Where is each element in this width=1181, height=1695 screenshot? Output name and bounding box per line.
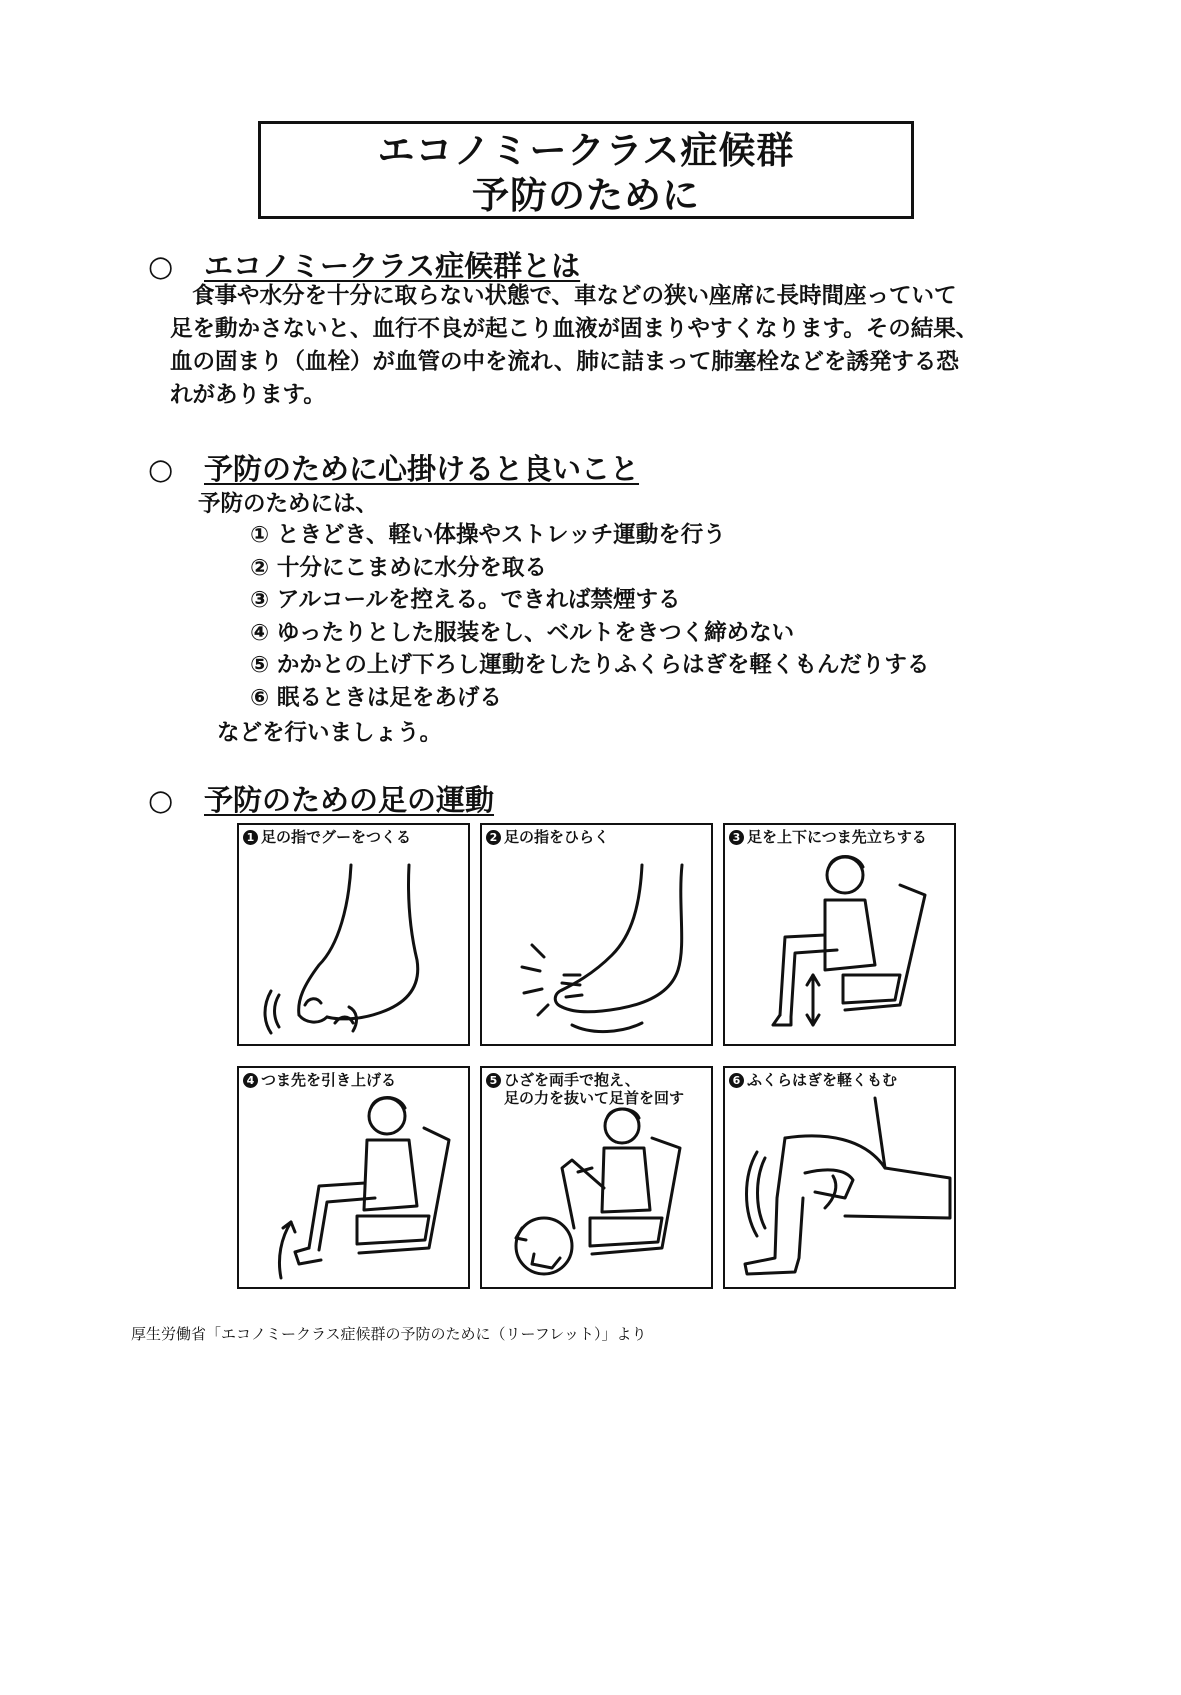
panel-number: 3 xyxy=(729,830,744,845)
section3-heading xyxy=(148,778,494,819)
section1-heading-text: エコノミークラス症候群とは xyxy=(204,249,581,283)
prevention-list xyxy=(250,519,929,714)
panel-caption xyxy=(486,1071,684,1107)
section3-heading-text: 予防のための足の運動 xyxy=(204,783,495,817)
section2-heading xyxy=(148,447,639,488)
title-box xyxy=(258,121,914,219)
section1-line-4: れがあります。 xyxy=(170,382,326,408)
exercise-panel-6 xyxy=(723,1066,956,1289)
foot-curl-toes-icon xyxy=(239,825,470,1046)
foot-spread-toes-icon xyxy=(482,825,713,1046)
panel-number: 6 xyxy=(729,1073,744,1088)
section2-intro: 予防のためには、 xyxy=(198,491,379,517)
panel-number: 2 xyxy=(486,830,501,845)
section1-paragraph xyxy=(170,280,1050,412)
exercise-panel-4 xyxy=(237,1066,470,1289)
section1-line-3: 血の固まり（血栓）が血管の中を流れ、肺に詰まって肺塞栓などを誘発する恐 xyxy=(170,349,959,375)
list-item: ④ ゆったりとした服装をし、ベルトをきつく締めない xyxy=(250,619,795,646)
section1-heading xyxy=(148,244,580,285)
exercise-panel-5 xyxy=(480,1066,713,1289)
section3-marker: ○ xyxy=(148,783,174,817)
seated-toe-raise-icon xyxy=(239,1068,470,1289)
section1-line-2: 足を動かさないと、血行不良が起こり血液が固まりやすくなります。その結果、 xyxy=(170,316,979,342)
panel-number: 5 xyxy=(486,1073,501,1088)
source-credit: 厚生労働省「エコノミークラス症候群の予防のために（リーフレット）」より xyxy=(131,1325,647,1343)
list-item: ⑤ かかとの上げ下ろし運動をしたりふくらはぎを軽くもんだりする xyxy=(250,652,930,678)
panel-caption-text: 足を上下につま先立ちする xyxy=(747,828,927,846)
seated-tiptoe-icon xyxy=(725,825,956,1046)
list-item: ① ときどき、軽い体操やストレッチ運動を行う xyxy=(250,522,726,548)
panel-caption xyxy=(729,828,927,846)
section1-line-1: 食事や水分を十分に取らない状態で、車などの狭い座席に長時間座っていて xyxy=(192,283,957,309)
exercise-panel-2 xyxy=(480,823,713,1046)
panel-number: 1 xyxy=(243,830,258,845)
panel-number: 4 xyxy=(243,1073,258,1088)
calf-massage-icon xyxy=(725,1068,956,1289)
list-item: ⑥ 眠るときは足をあげる xyxy=(250,684,502,711)
exercise-panel-3 xyxy=(723,823,956,1046)
panel-caption xyxy=(243,1071,396,1089)
exercise-panel-1 xyxy=(237,823,470,1046)
list-item: ③ アルコールを控える。できれば禁煙する xyxy=(250,587,681,613)
panel-caption xyxy=(729,1071,897,1089)
exercise-grid xyxy=(237,823,956,1291)
panel-caption xyxy=(243,828,411,846)
panel-caption-text: 足の指でグーをつくる xyxy=(261,828,412,846)
panel-caption-text: ふくらはぎを軽くもむ xyxy=(747,1071,898,1089)
title-line-1: エコノミークラス症候群 xyxy=(377,129,795,172)
panel-caption xyxy=(486,828,609,846)
section1-marker: ○ xyxy=(148,249,174,283)
list-item: ② 十分にこまめに水分を取る xyxy=(250,554,547,581)
panel-caption-text: ひざを両手で抱え、 xyxy=(504,1071,640,1089)
panel-caption-text: つま先を引き上げる xyxy=(261,1071,397,1089)
section2-outro: などを行いましょう。 xyxy=(217,720,443,746)
section2-marker: ○ xyxy=(148,452,174,486)
title-line-2: 予防のために xyxy=(472,174,700,217)
panel-caption-text: 足の指をひらく xyxy=(504,828,610,846)
section2-heading-text: 予防のために心掛けると良いこと xyxy=(204,452,640,486)
panel-caption-text-2: 足の力を抜いて足首を回す xyxy=(504,1089,685,1107)
